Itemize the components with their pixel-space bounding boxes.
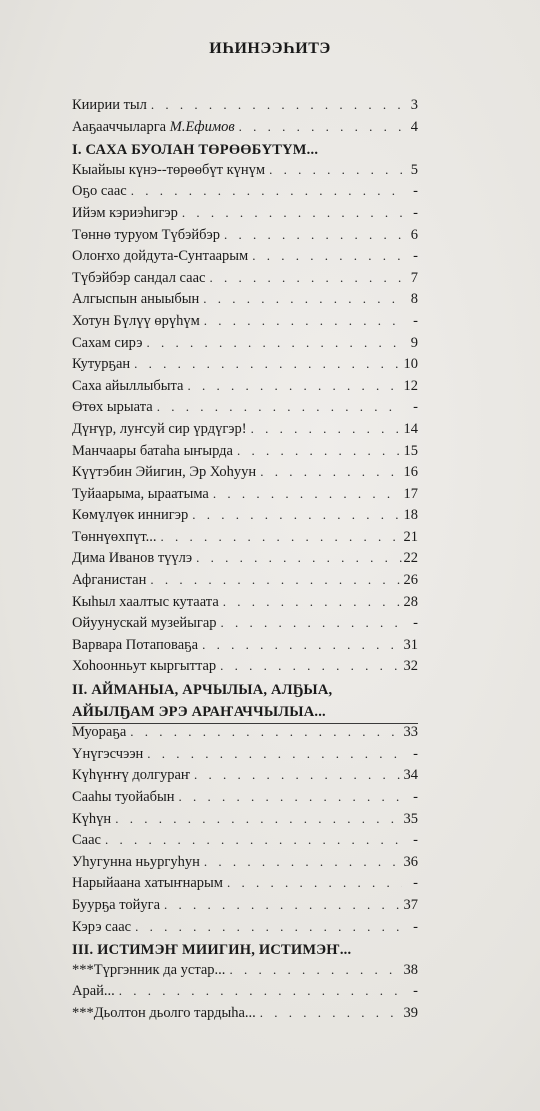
toc-entry-title [72,248,252,265]
entry-title-text: Сахам сирэ [72,334,143,351]
dot-leader [115,811,401,827]
toc-entry-title [72,291,203,308]
entry-title-text: Саас [72,832,101,849]
entry-title-text: Нарыйаана хатыҥнарым [72,875,223,892]
toc-entry-title [72,811,115,828]
entry-title-text: Муораҕа [72,724,127,741]
dot-leader [209,270,402,286]
dot-leader [196,550,401,566]
toc-entry-title [72,832,105,849]
page-number: - [413,875,418,892]
page-number: 10 [403,356,418,373]
toc-entry-title [72,335,146,352]
toc-entry-title [72,962,229,979]
toc-entry-title [72,162,269,179]
page-number: 21 [403,528,418,545]
toc-entry [72,97,418,119]
toc-entry-title [72,270,209,287]
page-number: 38 [403,961,418,978]
page-number: 26 [403,572,418,589]
toc-entry-title [72,875,227,892]
entry-title-text: Күһүн [72,810,112,827]
toc-entry [72,724,418,746]
page-number: 5 [410,161,418,178]
toc-entry [72,854,418,876]
toc-entry-title [72,356,134,373]
entry-title-text: Кутурҕан [72,356,131,373]
toc-entry [72,637,418,659]
dot-leader [105,832,402,848]
page-number: 6 [410,226,418,243]
toc-entry [72,811,418,833]
entry-title-text: Сааһы туойабын [72,789,175,805]
toc-entry-title [72,183,131,200]
page-number: - [413,183,418,200]
toc-entry [72,399,418,421]
toc-entry [72,378,418,400]
dot-leader [164,897,401,913]
dot-leader [260,1005,402,1021]
dot-leader [147,746,402,762]
page-number: 14 [403,420,418,437]
toc-entry-title [72,529,161,546]
toc-entry-title [72,421,251,438]
entry-title-text: Оҕо саас [72,183,127,200]
section-heading-line: III. ИСТИМЭҤ МИИГИН, ИСТИМЭҤ... [72,942,352,959]
page-number: 36 [403,853,418,870]
toc-entry [72,767,418,789]
entry-title-text: Кэрэ саас [72,918,132,935]
page-number: 3 [410,97,418,113]
dot-leader [252,248,402,264]
toc-entry [72,789,418,811]
dot-leader [204,313,402,329]
entry-title-text: Ийэм кэриэһигэр [72,204,178,221]
toc-entry-title [72,983,119,1000]
toc-entry [72,572,418,594]
page-number: 12 [403,377,418,394]
toc-entry-title [72,313,204,330]
toc-section-heading [72,940,418,962]
toc-entry [72,356,418,378]
page-number: - [413,789,418,805]
page-number: 35 [403,810,418,827]
entry-title-text: Көмүлүөк иннигэр [72,507,189,524]
dot-leader [192,507,401,523]
toc-entry [72,658,418,680]
toc-entry [72,248,418,270]
toc-entry-title [72,767,194,784]
entry-title-text: Киирии тыл [72,97,147,113]
dot-leader [194,767,402,783]
dot-leader [224,227,402,243]
entry-title-text: Хоһоонньут кыргыттар [72,658,217,675]
entry-title-text: Төннүөхпүт... [72,528,157,545]
toc-entry [72,919,418,941]
toc-entry [72,594,418,616]
toc-entry [72,291,418,313]
page-number: - [413,312,418,329]
dot-leader [251,421,402,437]
entry-title-text: Ааҕааччыларга [72,118,167,135]
toc-entry-title [72,550,196,567]
toc-entry-title [72,919,135,936]
page-number: - [413,832,418,849]
entry-title-text: Афганистан [72,572,147,589]
toc-entry [72,507,418,529]
page-number: 22 [403,550,418,567]
toc-entry [72,443,418,465]
page-number: 16 [403,464,418,481]
toc-entry [72,550,418,572]
toc-entry-title [72,464,260,481]
page-number: 8 [410,291,418,308]
entry-title-text: Саха айыллыбыта [72,377,184,394]
dot-leader [187,378,401,394]
entry-title-text: Дима Иванов түүлэ [72,550,193,567]
toc-entry [72,529,418,551]
entry-title-text: Төннө туруом Түбэйбэр [72,226,220,243]
page-number: - [413,399,418,416]
toc-entry-title [72,443,237,460]
page-number: 32 [403,658,418,675]
toc-entry-title [72,594,223,611]
toc-entry [72,335,418,357]
entry-title-text: Түбэйбэр сандал саас [72,269,206,286]
toc-entry [72,227,418,249]
dot-leader [134,356,401,372]
dot-leader [269,162,402,178]
dot-leader [220,658,401,674]
entry-title-text: Кыһыл хаалтыс кутаата [72,593,219,610]
dot-leader [119,983,402,999]
toc-entry-title [72,789,179,806]
toc-entry-title [72,897,164,914]
toc-entry-title [72,724,130,741]
dot-leader [204,854,402,870]
dot-leader [161,529,402,545]
toc-entry [72,746,418,768]
page-number: 9 [410,334,418,351]
entry-title-text: Күүтэбин Эйигин, Эр Хоһуун [72,464,257,481]
dot-leader [223,594,402,610]
dot-leader [146,335,402,351]
entry-title-text: Ойуунускай музейыгар [72,615,217,632]
dot-leader [239,119,402,135]
page-number: 7 [410,269,418,286]
toc-entry-title [72,399,157,416]
page-number: - [413,615,418,632]
entry-title-text: Манчаары батаһа ыҥырда [72,442,233,459]
entry-title-text: Хотун Бүлүү өрүһүм [72,312,200,329]
entry-title-text: Өтөх ырыата [72,399,153,416]
entry-title-text: Туйаарыма, ыраатыма [72,485,209,502]
toc-entry [72,1005,418,1027]
page-number: 33 [403,724,418,741]
toc-entry-title [72,227,224,244]
page-number: 18 [403,507,418,524]
dot-leader [260,464,401,480]
toc-entry [72,270,418,292]
entry-author: М.Ефимов [169,118,235,135]
entry-title-text: Үнүгэсчээн [72,745,144,762]
page-number: 28 [403,593,418,610]
page-number: - [413,918,418,935]
toc-entry-title [72,205,182,222]
toc-entry-title [72,854,204,871]
toc-entry [72,875,418,897]
toc-entry-title [72,1005,260,1022]
entry-title-text: Дүҥүр, луҥсуй сир үрдүгэр! [72,420,247,437]
entry-title-text: Буурҕа тойуга [72,896,161,913]
dot-leader [151,97,402,113]
page-number: - [413,204,418,221]
toc-entry [72,162,418,184]
dot-leader [227,875,402,891]
toc-entry-title [72,615,221,632]
toc-entry [72,897,418,919]
page-number: - [413,248,418,265]
toc-entry-title [72,486,213,503]
toc-section-heading [72,680,418,723]
entry-title-text: Арай... [72,983,115,1000]
dot-leader [213,486,402,502]
entry-title-text: Алгыспын аныыбын [72,291,200,308]
toc-entry-title [72,378,187,395]
entry-title-text: Олоҥхо дойдута-Сунтаарым [72,248,249,265]
entry-title-text: Варвара Потаповаҕа [72,636,199,653]
section-heading-line: I. САХА БУОЛАН ТӨРӨӨБҮТҮМ... [72,142,319,159]
toc-entry-title [72,637,202,654]
entry-title-text: ***Дьолтон дьолго тардыһа... [72,1004,256,1021]
entry-title-text: Кыайыы күнэ--төрөөбүт күнүм [72,161,266,178]
dot-leader [182,205,402,221]
dot-leader [202,637,401,653]
toc-entry-title [72,658,220,675]
section-heading-line: II. АЙМАНЫА, АРЧЫЛЫА, АЛҔЫА, [72,682,333,699]
toc-entry [72,183,418,205]
page-number: 39 [403,1004,418,1021]
entry-title-text: ***Түргэнник да устар... [72,961,226,978]
page-number: 15 [403,442,418,459]
dot-leader [130,724,401,740]
page-number: 31 [403,636,418,653]
dot-leader [237,443,402,459]
toc-entry-title [72,746,147,763]
dot-leader [135,919,402,935]
toc-entry [72,615,418,637]
dot-leader [179,789,402,805]
toc-entry [72,983,418,1005]
page-title: ИҺИНЭЭҺИТЭ [209,40,331,57]
toc-entry-title [72,119,239,136]
page-number: 4 [410,118,418,135]
toc-section-heading [72,140,418,162]
entry-title-text: Күһүҥҥү долгураҥ [72,767,190,784]
toc-entry [72,962,418,984]
toc-entry-title [72,572,150,589]
toc-entry [72,464,418,486]
page-number: - [413,983,418,1000]
toc-entry [72,486,418,508]
dot-leader [221,615,402,631]
toc-entry [72,421,418,443]
toc-entry-title [72,507,192,524]
page-number: 17 [403,485,418,502]
page-number: 37 [403,896,418,913]
page-number: 34 [403,767,418,784]
page-number: - [413,745,418,762]
toc-entry [72,205,418,227]
entry-title-text: Уһугунна ньургуһун [72,853,200,870]
dot-leader [157,399,402,415]
toc-entry [72,313,418,335]
table-of-contents [72,97,418,1027]
dot-leader [131,183,402,199]
dot-leader [229,962,401,978]
toc-entry [72,832,418,854]
section-heading-line: АЙЫЛҔАМ ЭРЭ АРАҤАЧЧЫЛЫА... [72,703,326,720]
toc-entry [72,119,418,141]
toc-entry-title [72,97,151,114]
dot-leader [203,291,402,307]
dot-leader [150,572,401,588]
